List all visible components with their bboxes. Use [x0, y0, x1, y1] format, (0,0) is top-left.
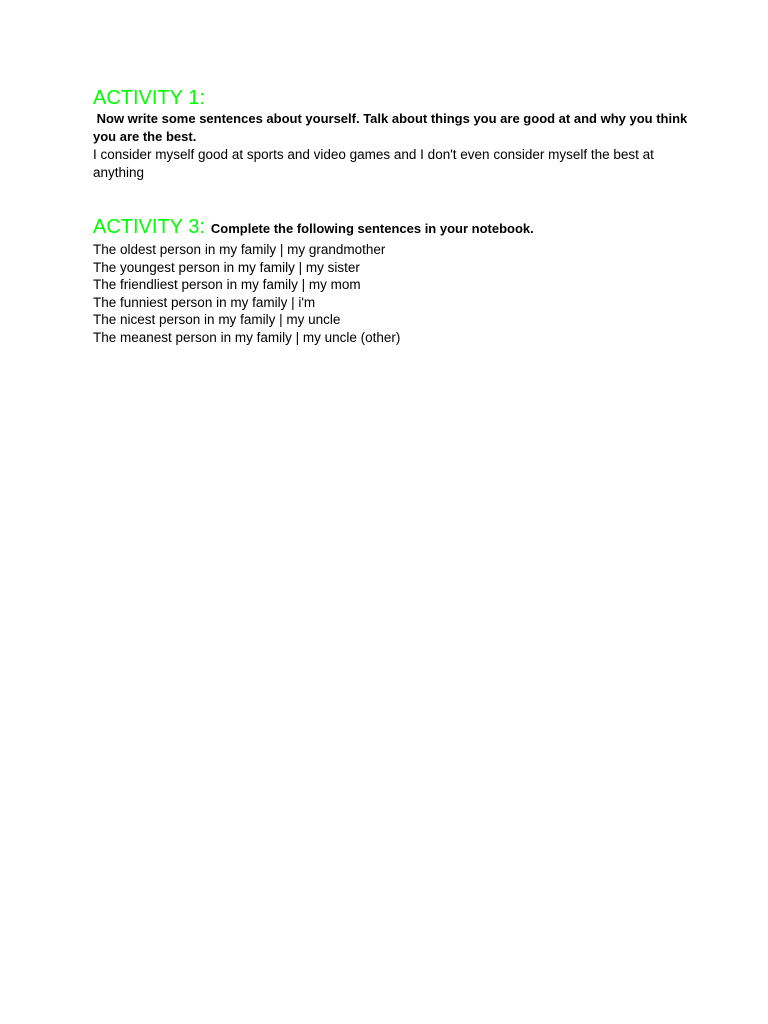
document-content: [93, 86, 693, 347]
sentence-item: The nicest person in my family | my uncle: [93, 312, 341, 328]
sentence-item: The funniest person in my family | i'm: [93, 294, 316, 310]
activity-3-header: [93, 215, 693, 239]
activity-1-section: [93, 86, 693, 181]
activity-3-instruction: Complete the following sentences in your notebook.: [210, 221, 534, 236]
sentence-item: The meanest person in my family | my uncle (other): [93, 329, 401, 345]
sentence-item: The oldest person in my family | my grandmother: [93, 242, 386, 257]
activity-3-section: [93, 215, 693, 347]
activity-1-instruction: Now write some sentences about yourself. Talk about things you are good at and why you think you are the best.: [93, 111, 691, 144]
activity-3-sentence-list: [93, 241, 693, 347]
activity-1-answer: I consider myself good at sports and video games and I don't even consider myself the best at anything: [93, 147, 654, 180]
activity-3-heading: ACTIVITY 3:: [93, 216, 205, 238]
sentence-item: The youngest person in my family | my sister: [93, 259, 360, 275]
sentence-item: The friendliest person in my family | my mom: [93, 277, 361, 293]
activity-1-heading: ACTIVITY 1:: [93, 87, 205, 109]
